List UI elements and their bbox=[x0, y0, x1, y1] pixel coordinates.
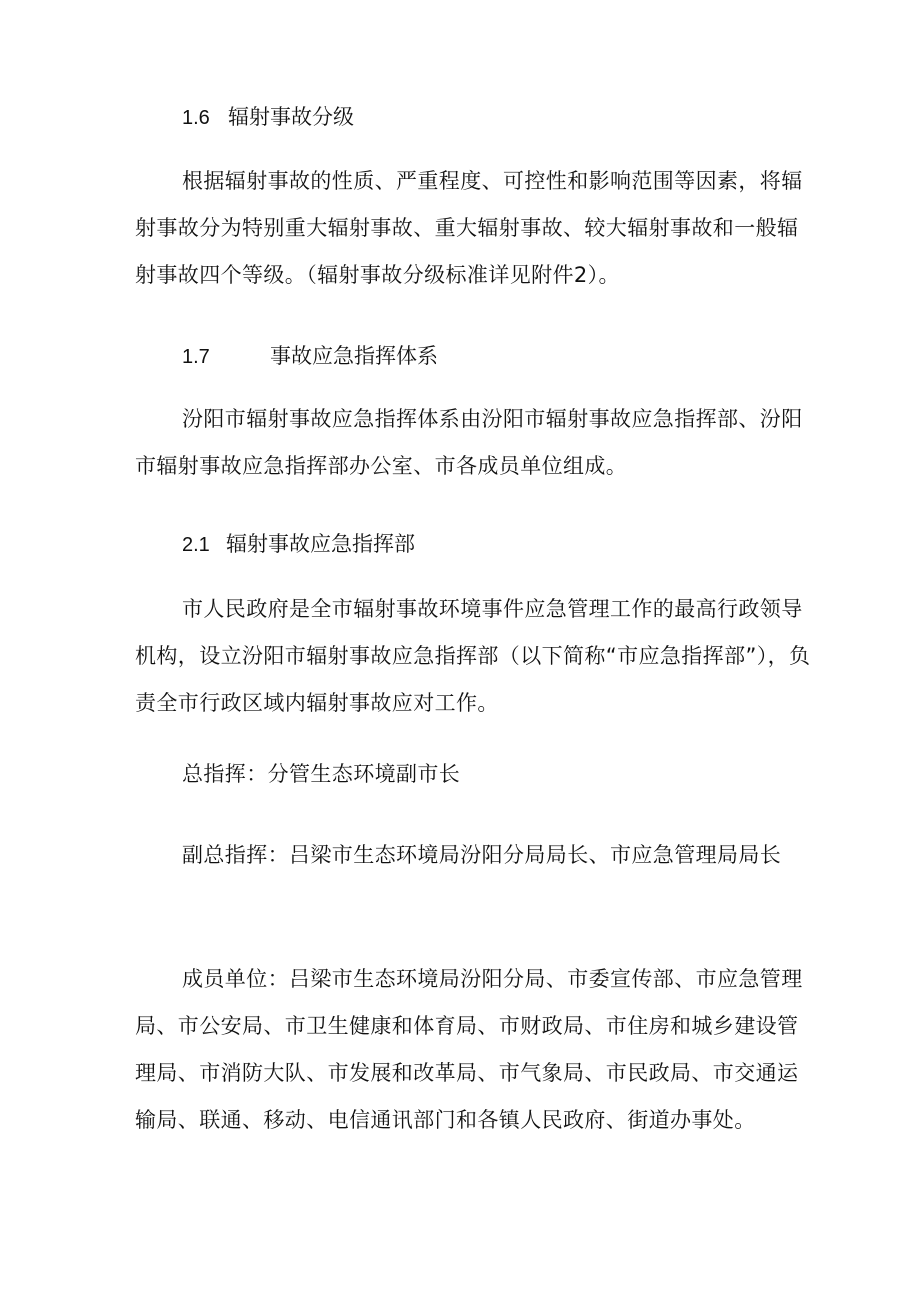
paragraph-deputy-commander: 副总指挥：吕梁市生态环境局汾阳分局局长、市应急管理局局长 bbox=[182, 843, 782, 867]
paragraph-command-system: 汾阳市辐射事故应急指挥体系由汾阳市辐射事故应急指挥部、汾阳市辐射事故应急指挥部办公室、市各成员单位组成。 bbox=[135, 407, 803, 478]
paragraph-accident-classification: 根据辐射事故的性质、严重程度、可控性和影响范围等因素，将辐射事故分为特别重大辐射事故、重大辐射事故、较大辐射事故和一般辐射事故四个等级。（辐射事故分级标准详见附件2）。 bbox=[135, 169, 803, 287]
paragraph-headquarters: 市人民政府是全市辐射事故环境事件应急管理工作的最高行政领导机构，设立汾阳市辐射事故应急指挥部（以下简称“市应急指挥部”），负责全市行政区域内辐射事故应对工作。 bbox=[135, 597, 811, 715]
paragraph-member-units: 成员单位：吕梁市生态环境局汾阳分局、市委宣传部、市应急管理局、市公安局、市卫生健康和体育局、市财政局、市住房和城乡建设管理局、市消防大队、市发展和改革局、市气象局、市民政局、市交通运输局、联通、移动、电信通讯部门和各镇人民政府、街道办事处。 bbox=[135, 967, 803, 1132]
section-heading-1-7 bbox=[182, 342, 438, 371]
paragraph-commander: 总指挥：分管生态环境副市长 bbox=[182, 762, 461, 786]
section-title: 辐射事故应急指挥部 bbox=[226, 532, 415, 556]
section-number: 1.7 bbox=[182, 346, 210, 368]
section-title: 辐射事故分级 bbox=[228, 105, 354, 129]
section-heading-1-6 bbox=[182, 103, 354, 132]
section-number: 2.1 bbox=[182, 534, 210, 556]
section-number: 1.6 bbox=[182, 107, 210, 129]
section-heading-2-1 bbox=[182, 530, 415, 559]
section-title: 事故应急指挥体系 bbox=[270, 344, 438, 368]
